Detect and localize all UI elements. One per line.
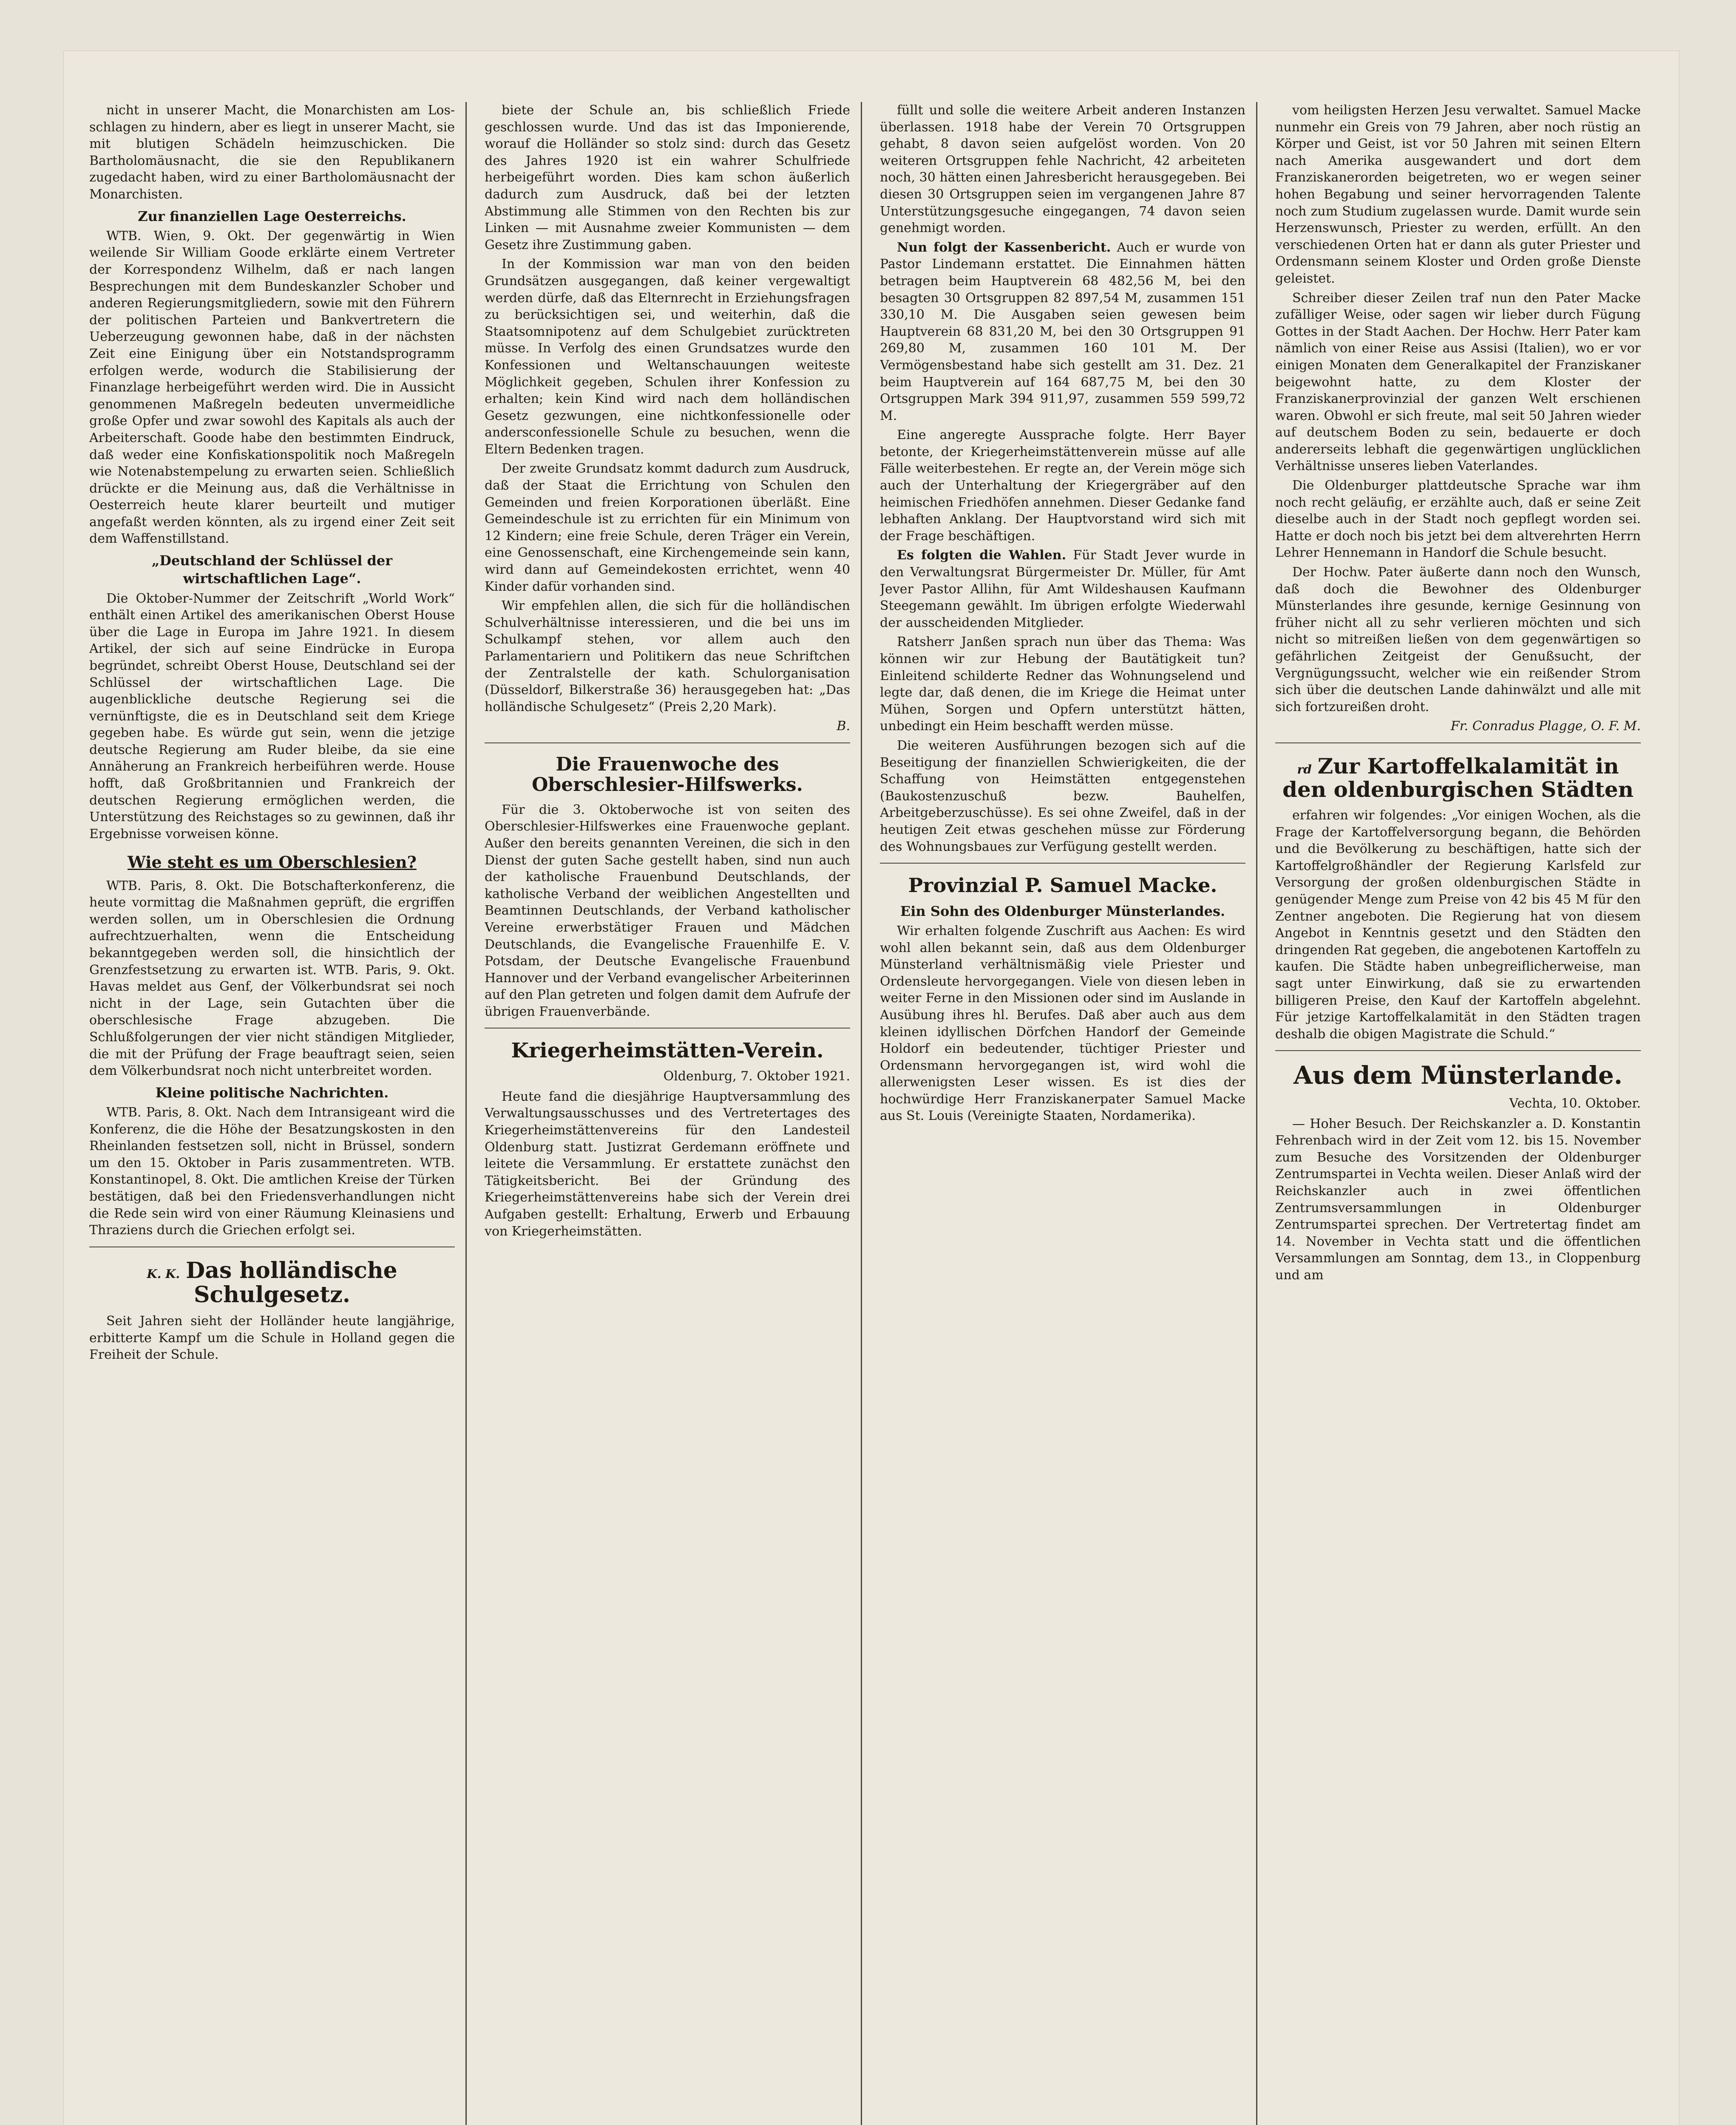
- subheadline-macke: Ein Sohn des Oldenburger Münsterlandes.: [900, 903, 1225, 919]
- column-2: [485, 102, 850, 1242]
- article-macke-1: vom heiligsten Herzen Jesu verwaltet. Samuel Macke nunmehr ein Greis von 79 Jahren, aber noch rüstig an Körper und Geist, ist vor 50 Jahren mit seinen Eltern nach Amerika ausgewandert und dort dem Franziskanerorden beigetreten, wo er wegen seiner hohen Begabung und seiner hervorragenden Talente noch zum Studium zugelassen wurde. Damit wurde sein Herzenswunsch, Priester zu werden, erfüllt. An den verschiedenen Orten hat er dann als guter Priester und Ordensmann seinem Kloster und Orden große Dienste geleistet.: [1275, 103, 1641, 286]
- article-verein-3: Ratsherr Janßen sprach nun über das Thema: Was können wir zur Hebung der Bautätigkeit tun? Einleitend schilderte Redner das Wohnungselend und legte dar, daß denen, die im Kriege die Heimat unter Mühen, Sorgen und Opfern unterstützt hätten, unbedingt ein Heim beschafft werden müsse.: [880, 635, 1245, 734]
- article-schulgesetz-3: Der zweite Grundsatz kommt dadurch zum Ausdruck, daß der Staat die Errichtung von Schulen den Gemeinden und freien Korporationen überläßt. Eine Gemeindeschule ist zu errichten für ein Minimum von 12 Kindern; eine freie Schule, deren Träger ein Verein, eine Genossenschaft, eine Kirchengemeinde sein kann, wird dann auf Gemeindekosten errichtet, wenn 40 Kinder dafür vorhanden sind.: [485, 461, 850, 594]
- headline-oesterreich: Zur finanziellen Lage Oesterreichs.: [138, 208, 406, 224]
- kassenbericht-lead: Nun folgt der Kassenbericht.: [897, 240, 1111, 255]
- article-kleine-nachrichten: WTB. Paris, 8. Okt. Nach dem Intransigeant wird die Konferenz, die die Höhe der Besatzungskosten in den Rheinlanden festsetzen soll, nicht in Brüssel, sondern um den 15. Oktober in Paris zusammentreten. WTB. Konstantinopel, 8. Okt. Die amtlichen Kreise der Türken bestätigen, daß bei den Friedensverhandlungen nicht die Rede sein wird von einer Räumung Kleinasiens und Thraziens durch die Griechen erfolgt sei.: [89, 1105, 455, 1238]
- headline-kartoffel-text: Zur Kartoffelkalamität in den oldenburgischen Städten: [1282, 753, 1634, 802]
- newspaper-page: [64, 51, 1679, 2125]
- article-frauenwoche: Für die 3. Oktoberwoche ist von seiten des Oberschlesier-Hilfswerkes eine Frauenwoche geplant. Außer den bereits genannten Vereinen, die sich in den Dienst der guten Sache gestellt haben, sind nun auch der katholische Frauenbund Deutschlands, der katholische Verband der weiblichen Angestellten und Beamtinnen Deutschlands, der Verband katholischer Vereine erwerbstätiger Frauen und Mädchen Deutschlands, die Evangelische Frauenhilfe E. V. Potsdam, der Deutsche Evangelische Frauenbund Hannover und der Verband evangelischer Arbeiterinnen auf den Plan getreten und folgen damit dem Aufrufe der übrigen Frauenverbände.: [485, 802, 850, 1019]
- dateline-oldenburg: Oldenburg, 7. Oktober 1921.: [663, 1069, 850, 1084]
- article-macke-3: Die Oldenburger plattdeutsche Sprache war ihm noch recht geläufig, er erzählte auch, daß er seine Zeit dieselbe auch in der Stadt noch gepflegt worden sei. Hatte er doch noch bis jetzt bei dem altverehrten Herrn Lehrer Hennemann in Handorf die Schule besucht.: [1275, 478, 1641, 561]
- column-1: [89, 102, 455, 1366]
- article-oesterreich: WTB. Wien, 9. Okt. Der gegenwärtig in Wien weilende Sir William Goode erklärte einem Vertreter der Korrespondenz Wilhelm, daß er nach langen Besprechungen mit dem Bundeskanzler Schober und anderen Regierungsmitgliedern, sowie mit den Führern der politischen Parteien und Bankvertretern die Ueberzeugung gewonnen habe, daß in der nächsten Zeit eine Einigung über ein Notstandsprogramm erfolgen werde, wodurch die Stabilisierung der Finanzlage herbeigeführt werden wird. Die in Aussicht genommenen Maßregeln bedeuten unvermeidliche große Opfer und zwar sowohl des Kapitals als auch der Arbeiterschaft. Goode habe den bestimmten Eindruck, daß weder eine Konfiskationspolitik noch Maßregeln wie Notenabstempelung zu erwarten seien. Schließlich drückte er die Meinung aus, daß die Verhältnisse in Oesterreich heute klarer beurteilt und mutiger angefaßt werden könnten, als zu irgend einer Zeit seit dem Waffenstillstand.: [89, 228, 455, 547]
- article-schulgesetz-1: biete der Schule an, bis schließlich Friede geschlossen wurde. Und das ist das Imponierende, worauf die Holländer so stolz sind: durch das Gesetz des Jahres 1920 ist ein wahrer Schulfriede herbeigeführt worden. Dies kam schon äußerlich dadurch zum Ausdruck, daß bei der letzten Abstimmung alle Stimmen von den Rechten bis zur Linken — mit Ausnahme zweier Kommunisten — dem Gesetz ihre Zustimmung gaben.: [485, 103, 850, 252]
- kassenbericht-text: Auch er wurde von Pastor Lindemann erstattet. Die Einnahmen hätten betragen beim Hauptverein 68 482,56 M, bei den besagten 30 Ortsgruppen 82 897,54 M, zusammen 151 330,10 M. Die Ausgaben seien gewesen beim Hauptverein 68 831,20 M, bei den 30 Ortsgruppen 91 269,80 M, zusammen 160 101 M. Der Vermögensbestand habe sich gestellt am 31. Dez. 21 beim Hauptverein auf 164 687,75 M, bei den 30 Ortsgruppen Mark 394 911,97, zusammen 559 599,72 M.: [880, 240, 1245, 423]
- article-wahlen: [880, 547, 1245, 631]
- dateline-vechta: Vechta, 10. Oktober.: [1509, 1096, 1641, 1111]
- divider: [1275, 1050, 1641, 1051]
- headline-schulgesetz-text: Das holländische Schulgesetz.: [186, 1257, 397, 1308]
- column-3: [880, 102, 1245, 1127]
- headline-kartoffel: [1275, 754, 1641, 801]
- column-rule: [465, 102, 467, 2125]
- article-schulgesetz-2: In der Kommission war man von den beiden Grundsätzen ausgegangen, daß keiner vergewaltigt werden dürfe, daß das Elternrecht in Erziehungsfragen zu berücksichtigen sei, und weiterhin, daß die Staatsomnipotenz auf dem Schulgebiet zurücktreten müsse. In Verfolg des einen Grundsatzes wurde den Konfessionen und Weltanschauungen weiteste Möglichkeit gegeben, Schulen ihrer Konfession zu erhalten; kein Kind wird nach dem holländischen Gesetz gezwungen, eine nichtkonfessionelle oder andersconfessionelle Schule zu besuchen, wenn die Eltern Bedenken tragen.: [485, 257, 850, 457]
- col1-intro: nicht in unserer Macht, die Monarchisten am Los-schlagen zu hindern, aber es liegt in unserer Macht, sie mit blutigen Schädeln heimzuschicken. Die Bartholomäusnacht, die sie den Republikanern zugedacht haben, wird zu einer Bartholomäusnacht der Monarchisten.: [89, 103, 455, 202]
- article-deutschland: Die Oktober-Nummer der Zeitschrift „World Work“ enthält einen Artikel des amerikanischen Oberst House über die Lage in Europa im Jahre 1921. In diesem Artikel, der sich auf seine Eindrücke in Europa begründet, schreibt Oberst House, Deutschland sei der Schlüssel der wirtschaftlichen Lage. Die augenblickliche deutsche Regierung sei die vernünftigste, die es in Deutschland seit dem Kriege gegeben habe. Es würde gut sein, wenn die jetzige deutsche Regierung am Ruder bleibe, da sie eine Annäherung an Frankreich herbeiführen werde. House hofft, daß Großbritannien und Frankreich der deutschen Regierung ermöglichen werden, die Unterstützung des Reichstages so zu gewinnen, daß ihr Ergebnisse vorweisen könne.: [89, 591, 455, 842]
- headline-schulgesetz: [89, 1258, 455, 1307]
- article-macke: Wir erhalten folgende Zuschrift aus Aachen: Es wird wohl allen bekannt sein, daß aus dem Oldenburger Münsterland verhältnismäßig viele Priester und Ordensleute hervorgegangen. Viele von diesen leben in weiter Ferne in den Missionen oder sind im Auslande in Ausübung ihres hl. Berufes. Daß aber auch aus dem kleinen idyllischen Dörfchen Handorf der Gemeinde Holdorf ein bedeutender, tüchtiger Priester und Ordensmann hervorgegangen ist, wird wohl die allerwenigsten Leser wissen. Es ist dies der hochwürdige Herr Franziskanerpater Samuel Macke aus St. Louis (Vereinigte Staaten, Nordamerika).: [880, 923, 1245, 1124]
- article-schulgesetz-start: Seit Jahren sieht der Holländer heute langjährige, erbitterte Kampf um die Schule in Holland gegen die Freiheit der Schule.: [89, 1314, 455, 1363]
- headline-deutschland: „Deutschland der Schlüssel der wirtschaftlichen Lage“.: [151, 552, 393, 587]
- article-verein-4: Die weiteren Ausführungen bezogen sich auf die Beseitigung der finanziellen Schwierigkeiten, die der Schaffung von Heimstätten entgegenstehen (Baukostenzuschuß bezw. Bauhelfen, Arbeitgeberzuschüsse). Es sei ohne Zweifel, daß in der heutigen Zeit etwas geschehen müsse zur Förderung des Wohnungsbaues zur Verfügung gestellt werden.: [880, 738, 1245, 854]
- divider: [1275, 742, 1641, 743]
- column-rule: [861, 102, 862, 2125]
- article-kriegerheimstaetten: Heute fand die diesjährige Hauptversammlung des Verwaltungsausschusses und des Vertretertages des Kriegerheimstättenvereins für den Landesteil Oldenburg statt. Justizrat Gerdemann eröffnete und leitete die Versammlung. Er erstattete zunächst den Tätigkeitsbericht. Bei der Gründung des Kriegerheimstättenvereins habe sich der Verein drei Aufgaben gestellt: Erhaltung, Erwerb und Erbauung von Kriegerheimstätten.: [485, 1089, 850, 1239]
- column-4: [1275, 102, 1641, 1286]
- headline-oberschlesien: Wie steht es um Oberschlesien?: [128, 853, 417, 872]
- column-rule: [1256, 102, 1257, 2125]
- wahlen-text: Für Stadt Jever wurde in den Verwaltungsrat Bürgermeister Dr. Müller, für Amt Jever Pastor Allihn, für Amt Wildeshausen Kaufmann Steegemann gewählt. Im übrigen erfolgte Wiederwahl der ausscheidenden Mitglieder.: [880, 548, 1245, 630]
- headline-macke: Provinzial P. Samuel Macke.: [908, 874, 1217, 897]
- signature-plagge: Fr. Conradus Plagge, O. F. M.: [1450, 719, 1641, 734]
- headline-kriegerheimstaetten: Kriegerheimstätten-Verein.: [511, 1039, 824, 1063]
- article-kassenbericht: [880, 239, 1245, 425]
- article-oberschlesien: WTB. Paris, 8. Okt. Die Botschafterkonferenz, die heute vormittag die Maßnahmen geprüft, die ergriffen werden sollen, um in Oberschlesien die Ordnung aufrechtzuerhalten, wenn die Entscheidung bekanntgegeben werden soll, die hinsichtlich der Grenzfestsetzung zu erwarten ist. WTB. Paris, 9. Okt. Havas meldet aus Genf, der Völkerbundsrat sei noch nicht in der Lage, sein Gutachten über die oberschlesische Frage abzugeben. Die Schlußfolgerungen der vier nicht ständigen Mitglieder, die mit der Prüfung der Frage beauftragt seien, seien dem Völkerbundsrat noch nicht unterbreitet worden.: [89, 878, 455, 1079]
- divider: [880, 863, 1245, 864]
- article-verein-1: füllt und solle die weitere Arbeit anderen Instanzen überlassen. 1918 habe der Verein 70 Ortsgruppen gehabt, 8 davon seien aufgelöst worden. Von 20 weiteren Ortsgruppen fehle Nachricht, 42 arbeiteten noch, 30 hätten einen Jahresbericht herausgegeben. Bei diesen 30 Ortsgruppen seien im vergangenen Jahre 87 Unterstützungsgesuche eingegangen, 74 davon seien genehmigt worden.: [880, 103, 1245, 236]
- author-initials: rd: [1297, 762, 1312, 776]
- author-initials: K. K.: [147, 1266, 180, 1281]
- headline-muensterland: Aus dem Münsterlande.: [1293, 1061, 1623, 1090]
- headline-kleine-nachrichten: Kleine politische Nachrichten.: [155, 1084, 389, 1101]
- signature-b: B.: [837, 719, 850, 734]
- headline-frauenwoche: Die Frauenwoche des Oberschlesier-Hilfswerks.: [532, 753, 803, 796]
- divider: [485, 742, 850, 743]
- article-muensterland: — Hoher Besuch. Der Reichskanzler a. D. Konstantin Fehrenbach wird in der Zeit vom 12. bis 15. November zum Besuche des Vorsitzenden der Oldenburger Zentrumspartei in Vechta weilen. Dieser Anlaß wird der Reichskanzler auch in zwei öffentlichen Zentrumsversammlungen in Oldenburger Zentrumspartei sprechen. Der Vertretertag findet am 14. November in Vechta statt und die öffentlichen Versammlungen am Sonntag, dem 13., in Cloppenburg und am: [1275, 1116, 1641, 1283]
- article-schulgesetz-4: Wir empfehlen allen, die sich für die holländischen Schulverhältnisse interessieren, und die bei uns im Schulkampf stehen, vor allem auch den Parlamentariern und Politikern das neue Schriftchen der Zentralstelle der kath. Schulorganisation (Düsseldorf, Bilkerstraße 36) herausgegeben hat: „Das holländische Schulgesetz“ (Preis 2,20 Mark).: [485, 598, 850, 714]
- article-verein-2: Eine angeregte Aussprache folgte. Herr Bayer betonte, der Kriegerheimstättenverein müsse auf alle Fälle weiterbestehen. Er regte an, der Verein möge sich auch der Unterhaltung der Kriegergräber auf den heimischen Friedhöfen annehmen. Dieser Gedanke fand lebhaften Anklang. Der Hauptvorstand wird sich mit der Frage beschäftigen.: [880, 428, 1245, 544]
- wahlen-lead: Es folgten die Wahlen.: [897, 548, 1067, 563]
- article-macke-4: Der Hochw. Pater äußerte dann noch den Wunsch, daß doch die Bewohner des Oldenburger Münsterlandes ihre gesunde, kernige Gesinnung von früher nicht all zu sehr verlieren möchten und sich nicht so mitreißen ließen von dem gegenwärtigen so gefährlichen Zeitgeist der Genußsucht, der Vergnügungssucht, welcher wie ein reißender Strom sich über die deutschen Lande dahinwälzt und alle mit sich fortzureißen droht.: [1275, 565, 1641, 714]
- article-kartoffel: erfahren wir folgendes: „Vor einigen Wochen, als die Frage der Kartoffelversorgung begann, die Behörden und die Bevölkerung zu beschäftigen, hatte sich der Kartoffelgroßhändler der Regierung Karlsfeld zur Versorgung der großen oldenburgischen Städte in genügender Menge zum Preise von 42 bis 45 M für den Zentner angeboten. Die Regierung hat von diesem Angebot in Kenntnis gesetzt und den Städten den dringenden Rat gegeben, die angebotenen Kartoffeln zu kaufen. Die Städte haben unbegreiflicherweise, man sagt unter Einwirkung, daß sie zu erwartenden billigeren Preise, den Kauf der Kartoffeln abgelehnt. Für jetzige Kartoffelkalamität in den Städten tragen deshalb die obigen Magistrate die Schuld.“: [1275, 808, 1641, 1042]
- article-macke-2: Schreiber dieser Zeilen traf nun den Pater Macke zufälliger Weise, oder sagen wir lieber durch Fügung Gottes in der Stadt Aachen. Der Hochw. Herr Pater kam nämlich von einer Reise aus Assisi (Italien), wo er vor einigen Monaten dem Generalkapitel der Franziskaner beigewohnt hatte, zu dem Kloster der Franziskanerprovinzial der ganzen Welt erschienen waren. Obwohl er sich freute, mal seit 50 Jahren wieder auf deutschem Boden zu sein, bedauerte er doch andererseits lebhaft die gegenwärtigen unglücklichen Verhältnisse unseres lieben Vaterlandes.: [1275, 290, 1641, 474]
